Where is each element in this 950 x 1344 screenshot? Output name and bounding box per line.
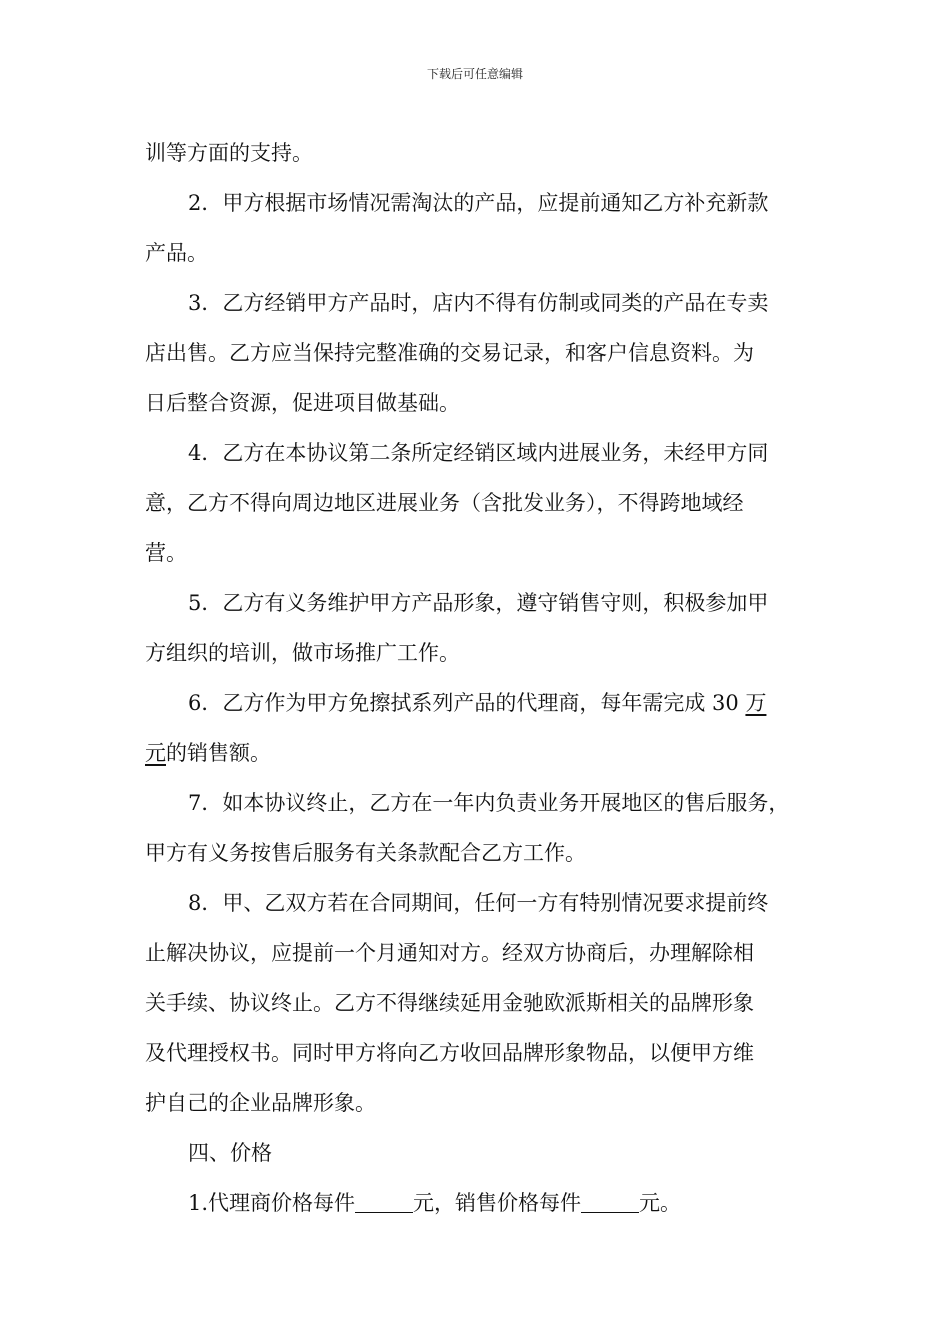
agent-price-blank (355, 1192, 413, 1213)
clause-2-line: 产品。 (145, 241, 208, 265)
retail-price-blank (581, 1192, 639, 1213)
clause-4-line: 4．乙方在本协议第二条所定经销区域内进展业务，未经甲方同 (188, 441, 769, 465)
clause-6-text: 6．乙方作为甲方免擦拭系列产品的代理商，每年需完成 30 (188, 691, 746, 715)
clause-6-text: 的销售额。 (166, 741, 271, 765)
clause-8-line: 护自己的企业品牌形象。 (145, 1091, 376, 1115)
page-header: 下载后可任意编辑 (426, 67, 523, 81)
clause-5-line: 方组织的培训，做市场推广工作。 (145, 641, 460, 665)
price-unit: 元。 (639, 1191, 682, 1215)
price-line (145, 1178, 817, 1228)
clause-2-line: 2．甲方根据市场情况需淘汰的产品，应提前通知乙方补充新款 (188, 191, 769, 215)
clause-5-line: 5．乙方有义务维护甲方产品形象，遵守销售守则，积极参加甲 (188, 591, 769, 615)
clause-3-line: 3．乙方经销甲方产品时，店内不得有仿制或同类的产品在专卖 (188, 291, 769, 315)
clause-8-line: 8．甲、乙双方若在合同期间，任何一方有特别情况要求提前终 (188, 891, 769, 915)
clause-3-line: 店出售。乙方应当保持完整准确的交易记录，和客户信息资料。为 (145, 341, 754, 365)
clause-6-line (145, 728, 817, 778)
clause-6-line (145, 678, 817, 728)
clause-4-line: 意，乙方不得向周边地区进展业务（含批发业务），不得跨地域经 (145, 491, 744, 515)
clause-7-line: 7．如本协议终止，乙方在一年内负责业务开展地区的售后服务， (188, 791, 790, 815)
section-heading-price: 四、价格 (188, 1141, 272, 1165)
clause-8-line: 及代理授权书。同时甲方将向乙方收回品牌形象物品，以便甲方维 (145, 1041, 754, 1065)
clause-8-line: 关手续、协议终止。乙方不得继续延用金驰欧派斯相关的品牌形象 (145, 991, 754, 1015)
document-body (145, 128, 817, 1228)
clause-4-line: 营。 (145, 541, 187, 565)
paragraph-line: 训等方面的支持。 (145, 141, 313, 165)
clause-3-line: 日后整合资源，促进项目做基础。 (145, 391, 460, 415)
price-label-retail: 元，销售价格每件 (413, 1191, 582, 1215)
underlined-amount-unit: 万 (745, 691, 767, 715)
clause-8-line: 止解决协议，应提前一个月通知对方。经双方协商后，办理解除相 (145, 941, 754, 965)
underlined-amount-unit: 元 (145, 741, 166, 765)
price-label-agent: 1.代理商价格每件 (188, 1191, 356, 1215)
clause-7-line: 甲方有义务按售后服务有关条款配合乙方工作。 (145, 841, 586, 865)
